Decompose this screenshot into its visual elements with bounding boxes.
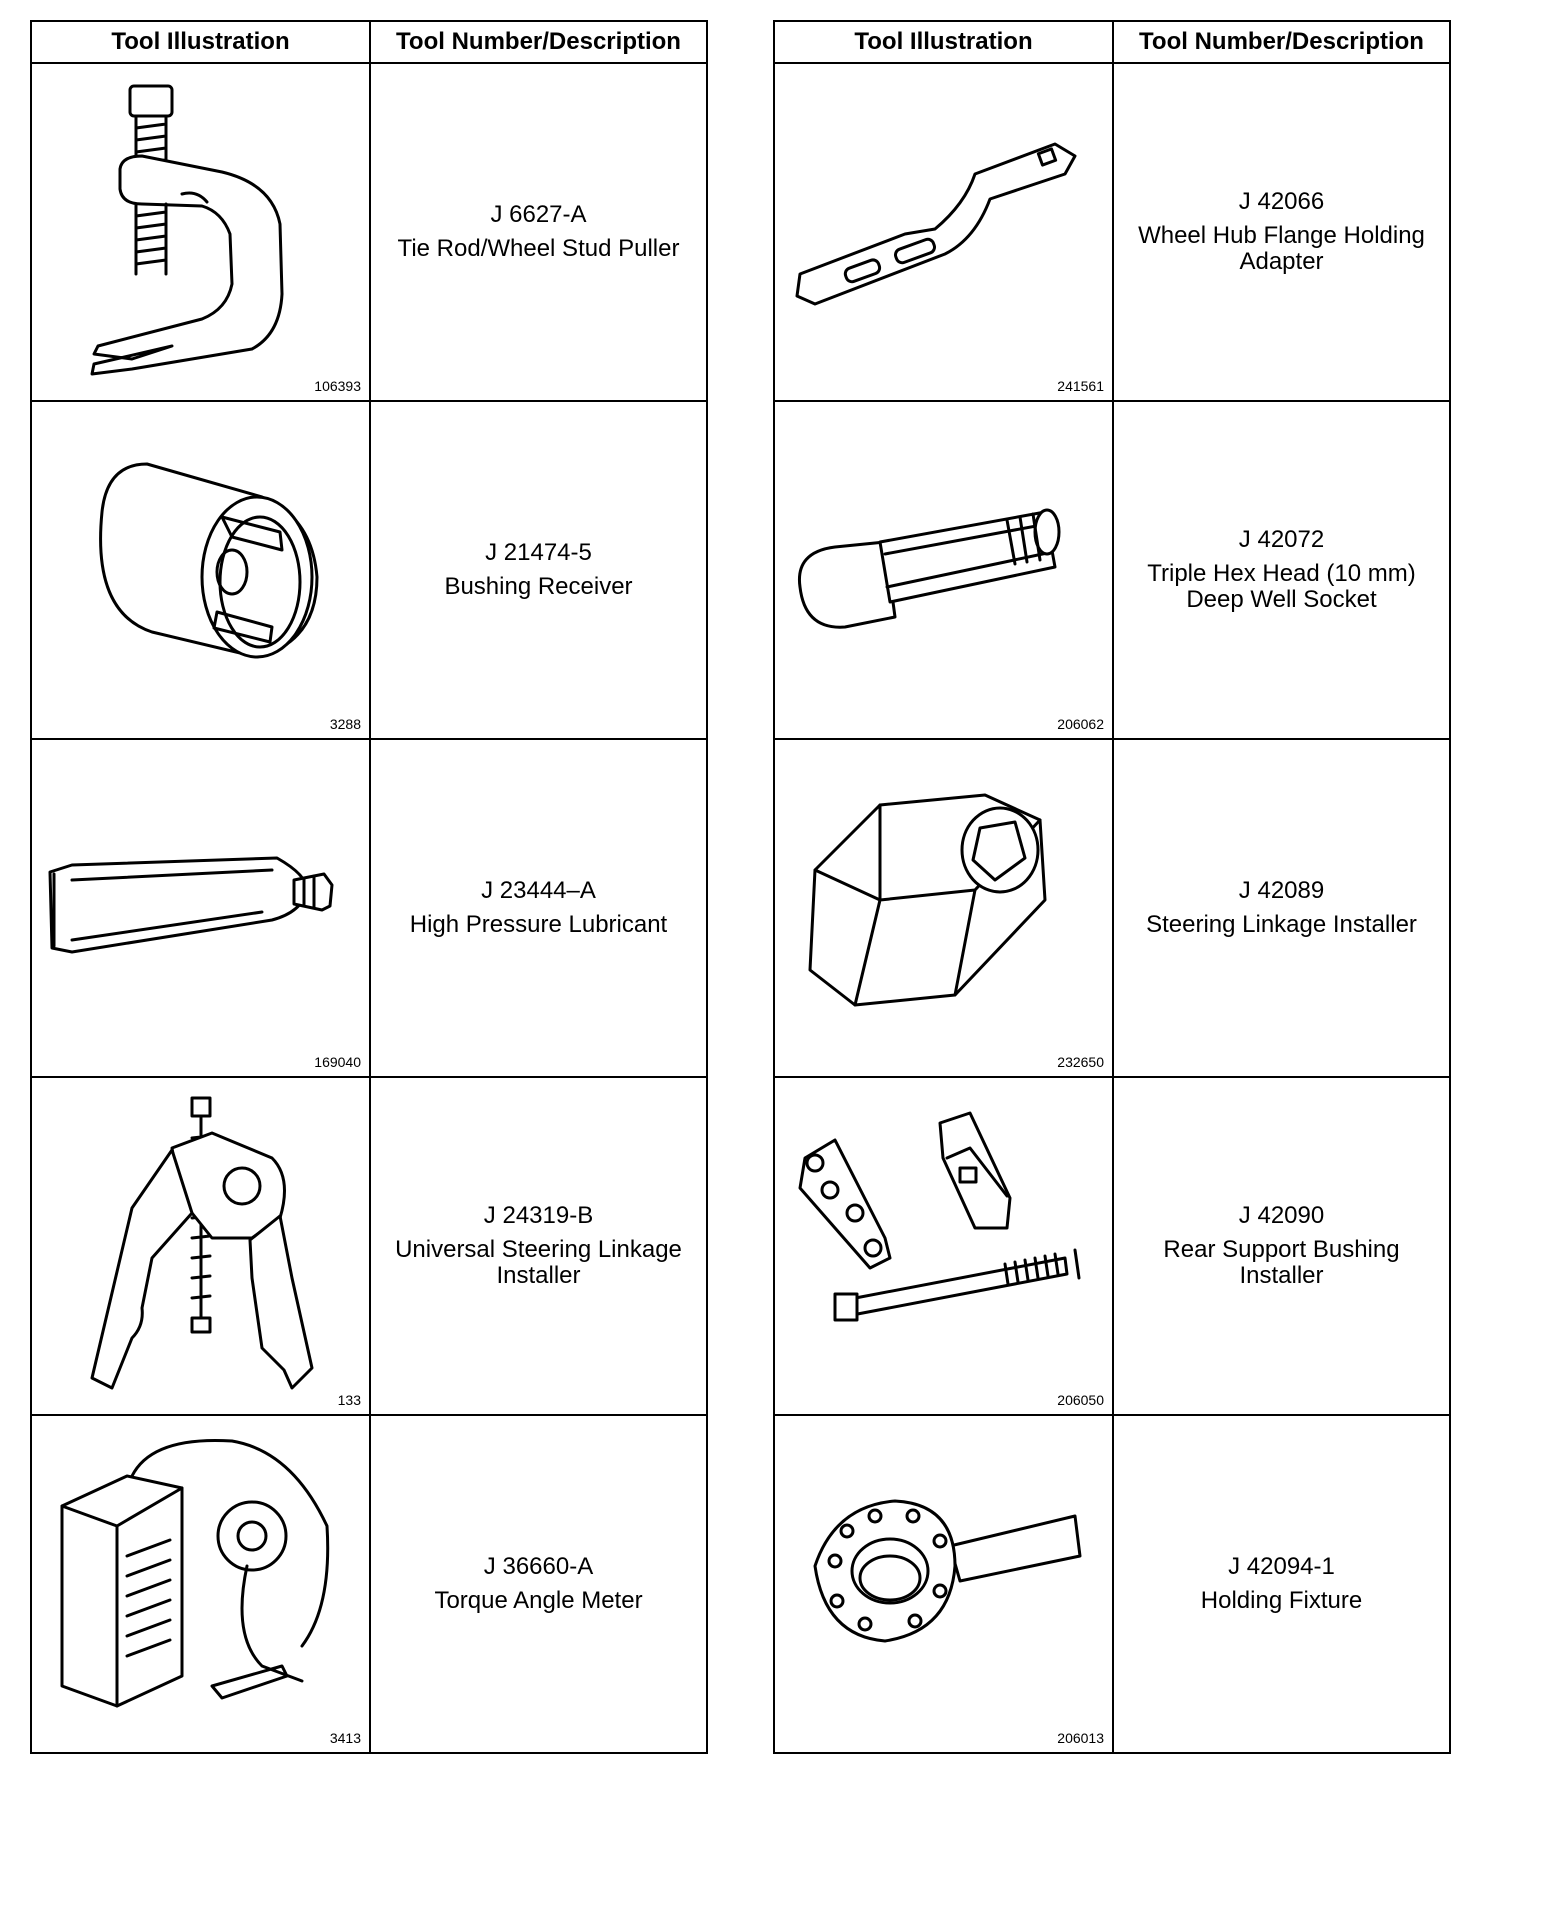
tool-number: J 24319-B [483, 1202, 594, 1229]
header-tool-illustration: Tool Illustration [31, 21, 370, 63]
table-row [774, 739, 1450, 1077]
figure-number: 3288 [329, 716, 361, 732]
description-cell [370, 739, 707, 1077]
torque-meter-icon [32, 1416, 369, 1752]
tool-table-left [30, 20, 708, 1754]
illustration-cell [774, 1415, 1113, 1753]
tool-name: Bushing Receiver [444, 573, 633, 600]
illustration-cell [774, 739, 1113, 1077]
tool-name: Rear Support Bushing Installer [1163, 1236, 1400, 1289]
tool-name: Tie Rod/Wheel Stud Puller [397, 235, 680, 262]
tool-name: Holding Fixture [1200, 1587, 1363, 1614]
figure-number: 206013 [1057, 1730, 1104, 1746]
table-row [774, 1077, 1450, 1415]
linkage-installer-icon [32, 1078, 369, 1414]
illustration-cell [31, 739, 370, 1077]
tool-number: J 6627-A [490, 201, 587, 228]
description-cell [1113, 1415, 1450, 1753]
tool-name: Steering Linkage Installer [1146, 911, 1417, 938]
table-row [31, 401, 707, 739]
figure-number: 232650 [1057, 1054, 1104, 1070]
description-cell [370, 401, 707, 739]
tool-number: J 42090 [1238, 1202, 1325, 1229]
tool-name: Wheel Hub Flange Holding Adapter [1138, 222, 1425, 275]
tool-name: Torque Angle Meter [434, 1587, 643, 1614]
illustration-cell [774, 401, 1113, 739]
lubricant-tube-icon [32, 740, 369, 1076]
description-cell [1113, 1077, 1450, 1415]
tool-number: J 42089 [1238, 877, 1325, 904]
bushing-receiver-icon [32, 402, 369, 738]
header-tool-illustration: Tool Illustration [774, 21, 1113, 63]
description-cell [1113, 63, 1450, 401]
illustration-cell [31, 401, 370, 739]
figure-number: 169040 [314, 1054, 361, 1070]
description-cell [370, 1415, 707, 1753]
tool-number: J 42066 [1238, 188, 1325, 215]
puller-icon [32, 64, 369, 400]
table-row [31, 1415, 707, 1753]
description-cell [1113, 739, 1450, 1077]
illustration-cell [31, 1077, 370, 1415]
tool-number: J 42072 [1238, 526, 1325, 553]
table-row [31, 739, 707, 1077]
illustration-cell [774, 63, 1113, 401]
figure-number: 106393 [314, 378, 361, 394]
tool-name: Universal Steering Linkage Installer [395, 1236, 682, 1289]
illustration-cell [774, 1077, 1113, 1415]
figure-number: 206062 [1057, 716, 1104, 732]
description-cell [370, 63, 707, 401]
figure-number: 133 [337, 1392, 361, 1408]
table-row [31, 1077, 707, 1415]
header-tool-description: Tool Number/Description [1113, 21, 1450, 63]
holding-adapter-icon [775, 64, 1112, 400]
table-row [774, 401, 1450, 739]
holding-fixture-icon [775, 1416, 1112, 1752]
illustration-cell [31, 63, 370, 401]
table-row [774, 1415, 1450, 1753]
tool-number: J 23444–A [481, 877, 596, 904]
tool-name: High Pressure Lubricant [409, 911, 668, 938]
figure-number: 3413 [329, 1730, 361, 1746]
figure-number: 241561 [1057, 378, 1104, 394]
bushing-installer-icon [775, 1078, 1112, 1414]
tool-name: Triple Hex Head (10 mm) Deep Well Socket [1147, 560, 1416, 613]
description-cell [1113, 401, 1450, 739]
hex-installer-icon [775, 740, 1112, 1076]
tool-number: J 36660-A [483, 1553, 594, 1580]
description-cell [370, 1077, 707, 1415]
table-row [31, 63, 707, 401]
figure-number: 206050 [1057, 1392, 1104, 1408]
socket-icon [775, 402, 1112, 738]
tool-number: J 21474-5 [485, 539, 592, 566]
tool-table-right [773, 20, 1451, 1754]
tool-number: J 42094-1 [1228, 1553, 1335, 1580]
table-row [774, 63, 1450, 401]
header-tool-description: Tool Number/Description [370, 21, 707, 63]
illustration-cell [31, 1415, 370, 1753]
